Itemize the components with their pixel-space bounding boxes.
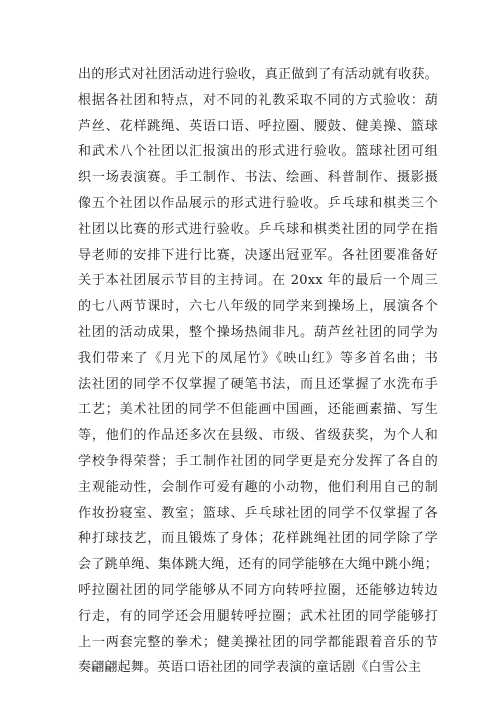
text-line: 我们带来了《月光下的凤尾竹》《映山红》等多首名曲；书 — [78, 350, 438, 366]
text-line: 工艺；美术社团的同学不但能画中国画，还能画素描、写生 — [78, 402, 438, 418]
text-line: 奏翩翩起舞。英语口语社团的同学表演的童话剧《白雪公主 — [78, 660, 422, 676]
text-line: 织一场表演赛。手工制作、书法、绘画、科普制作、摄影摄 — [78, 170, 438, 186]
text-line: 法社团的同学不仅掌握了硬笔书法，而且还掌握了水洗布手 — [78, 376, 438, 392]
text-line: 呼拉圈社团的同学能够从不同方向转呼拉圈，还能够边转边 — [78, 582, 438, 598]
text-line: 作妆扮寝室、教室；篮球、乒乓球社团的同学不仅掌握了各 — [78, 505, 438, 521]
text-line: 行走，有的同学还会用腿转呼拉圈；武术社团的同学能够打 — [78, 608, 438, 624]
text-line: 社团的活动成果，整个操场热闹非凡。葫芦丝社团的同学为 — [78, 324, 438, 340]
text-line: 出的形式对社团活动进行验收，真正做到了有活动就有收获。 — [78, 67, 438, 82]
text-line: 种打球技艺，而且锻炼了身体；花样跳绳社团的同学除了学 — [78, 531, 438, 547]
body-text — [78, 62, 438, 681]
text-line: 像五个社团以作品展示的形式进行验收。乒乓球和棋类三个 — [78, 195, 438, 211]
text-line: 会了跳单绳、集体跳大绳，还有的同学能够在大绳中跳小绳； — [78, 557, 438, 573]
text-line: 学校争得荣誉；手工制作社团的同学更是充分发挥了各自的 — [78, 453, 438, 469]
text-line: 社团以比赛的形式进行验收。乒乓球和棋类社团的同学在指 — [78, 221, 438, 237]
text-line: 等，他们的作品还多次在县级、市级、省级获奖，为个人和 — [78, 428, 438, 444]
text-line: 的七八两节课时，六七八年级的同学来到操场上，展演各个 — [78, 299, 438, 315]
text-line: 关于本社团展示节目的主持词。在 20xx 年的最后一个周三 — [78, 273, 438, 289]
text-line: 主观能动性，会制作可爱有趣的小动物，他们利用自己的制 — [78, 479, 438, 495]
text-line: 上一两套完整的拳术；健美操社团的同学都能跟着音乐的节 — [78, 634, 438, 650]
text-line: 导老师的安排下进行比赛，决逐出冠亚军。各社团要准备好 — [78, 247, 438, 263]
text-line: 和武术八个社团以汇报演出的形式进行验收。篮球社团可组 — [78, 144, 438, 160]
text-line: 芦丝、花样跳绳、英语口语、呼拉圈、腰鼓、健美操、篮球 — [78, 118, 438, 134]
text-line: 根据各社团和特点，对不同的礼教采取不同的方式验收：葫 — [78, 92, 438, 108]
